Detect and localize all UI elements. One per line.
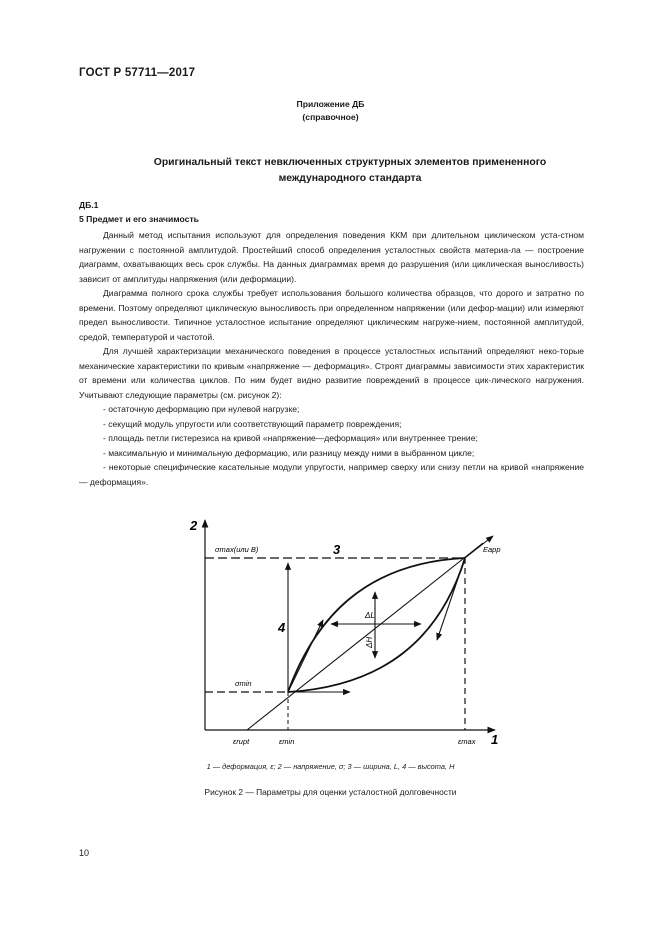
sigma-max-label: σmax(или B): [215, 545, 259, 554]
width-number: 3: [333, 542, 341, 557]
delta-h-label: ΔH: [365, 636, 374, 648]
body-text: [79, 228, 584, 489]
list-item: - площадь петли гистерезиса на кривой «напряжение—деформация» или внутреннее трение;: [103, 433, 478, 443]
height-number: 4: [278, 620, 286, 635]
main-title-line-2: международного стандарта: [278, 173, 422, 184]
x-axis-number: 1: [491, 732, 499, 747]
standard-number: ГОСТ Р 57711—2017: [79, 67, 196, 79]
parameter-list: [79, 402, 584, 489]
figure-caption: Рисунок 2 — Параметры для оценки усталостной долговечности: [204, 787, 457, 797]
figure-hysteresis-diagram: [175, 508, 520, 758]
figure-legend: 1 — деформация, ε; 2 — напряжение, σ; 3 — ширина, L, 4 — высота, H: [206, 762, 455, 771]
sigma-min-label: σmin: [235, 679, 252, 688]
eps-max-label: εmax: [458, 737, 476, 746]
paragraph: Для лучшей характеризации механического поведения в процессе усталостных испытаний определяют неко-торые механические характеристики по кривым «напряжение — деформация». Строят диаграммы зависимости этих характеристик от времени или количества циклов. По ним будет видно развитие повреждений в процессе цик-лического нагружения. Учитывают следующие параметры (см. рисунок 2):: [79, 346, 584, 400]
paragraph: Диаграмма полного срока службы требует использования большого количества образцов, что дорого и затратно по времени. Поэтому определяют циклическую выносливость при определенном напряжении (или дефор-мации) или измеряют предел выносливости. Типичное усталостное испытание определяют циклическим нагруже-нием, постоянной амплитудой, средой, температурой и частотой.: [79, 288, 584, 342]
main-title-line-1: Оригинальный текст невключенных структурных элементов примененного: [153, 157, 547, 168]
list-item: - остаточную деформацию при нулевой нагрузке;: [103, 404, 300, 414]
list-item: - максимальную и минимальную деформацию, или разницу между ними в выбранном цикле;: [103, 447, 475, 458]
eps-min-label: εmin: [279, 737, 295, 746]
appendix-subtitle: (справочное): [302, 112, 359, 122]
delta-l-label: ΔL: [365, 611, 375, 620]
hysteresis-svg: [175, 508, 520, 758]
y-axis-number: 2: [190, 518, 198, 533]
section-code: ДБ.1: [79, 200, 99, 210]
main-title: [120, 155, 580, 187]
eps-rupt-label: εrupt: [233, 737, 250, 746]
appendix-title: Приложение ДБ: [296, 99, 365, 109]
tangent-arrow-lower: [288, 620, 323, 692]
paragraph: Данный метод испытания используют для определения поведения ККМ при длительном циклическом уста-стном нагружении с постоянной амплитудой. Простейший способ определения усталостных свойств материа-ла — построение диаграмм, охватывающих весь срок службы. На данных диаграммах время до разрушения (или циклическая выносливость) зависит от амплитуды напряжения (или деформации).: [79, 230, 584, 284]
list-item: - секущий модуль упругости или соответствующий параметр повреждения;: [103, 418, 402, 429]
section-heading: 5 Предмет и его значимость: [79, 214, 199, 224]
list-item: - некоторые специфические касательные модули упругости, например сверху или снизу петли на кривой «напряжение — деформация».: [79, 462, 584, 487]
secant-line: [247, 543, 483, 730]
page-number: 10: [79, 848, 90, 858]
tangent-arrow-right: [437, 558, 465, 640]
e-app-label: Eapp: [483, 545, 501, 554]
